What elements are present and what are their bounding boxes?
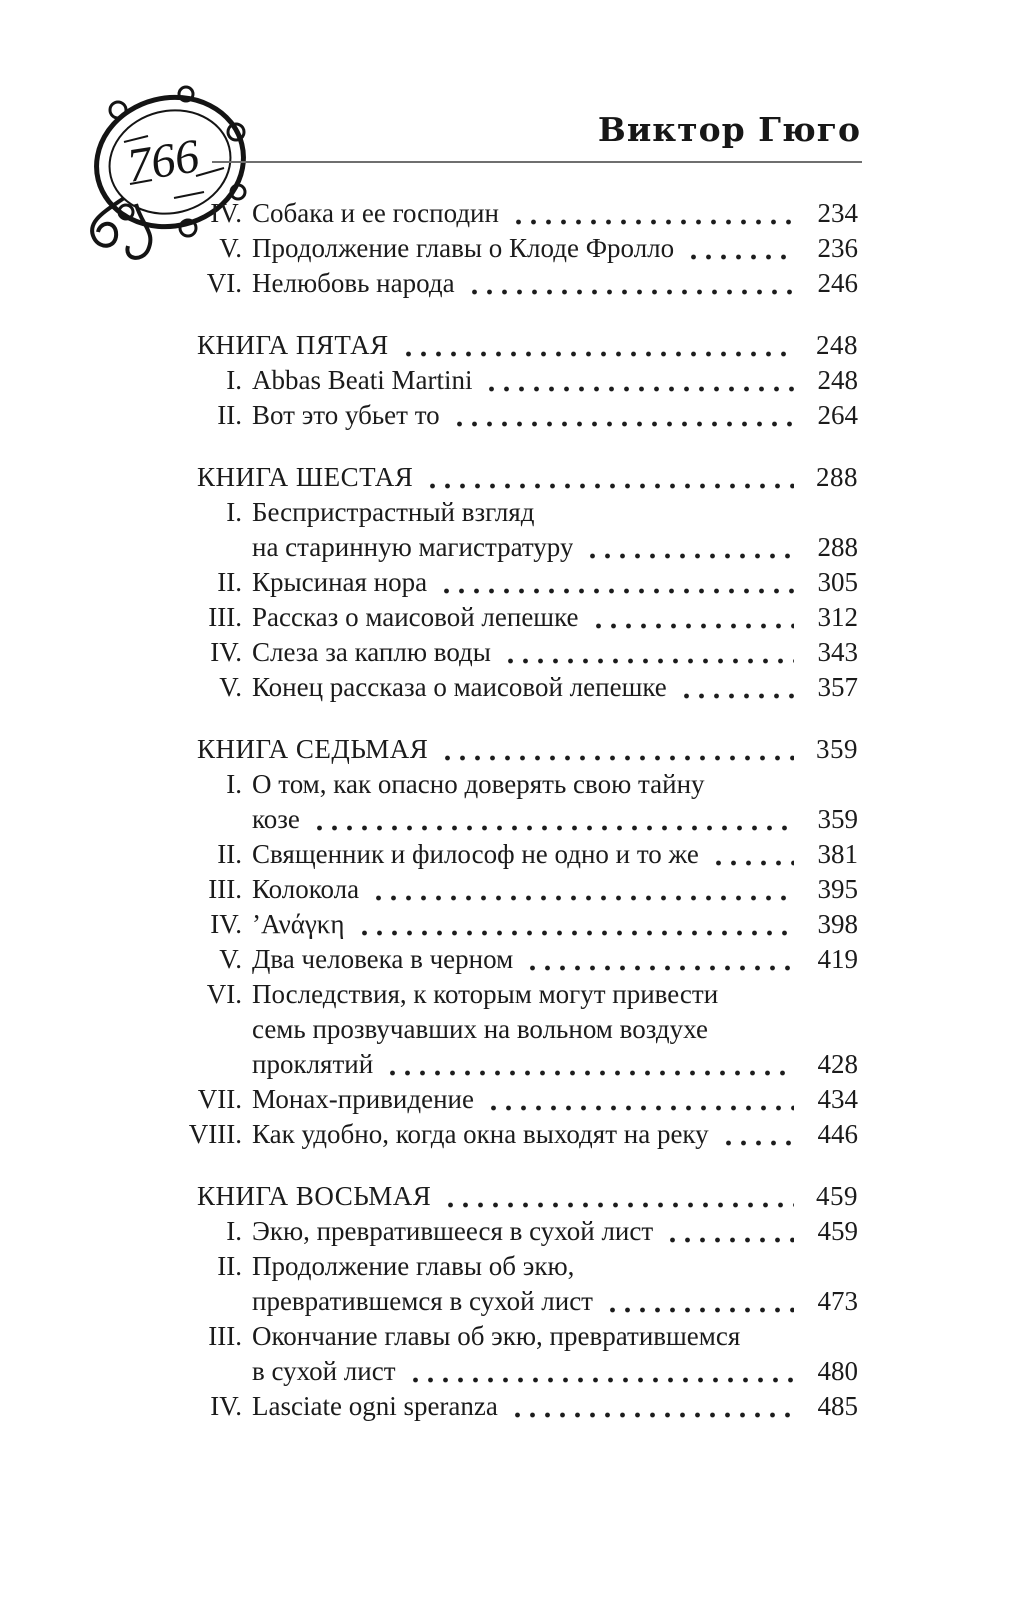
page-number: 357 <box>817 672 858 702</box>
page-number: 305 <box>817 567 858 597</box>
toc-book-entry <box>180 1179 858 1214</box>
dot-leader <box>467 266 794 301</box>
chapter-title-line: Два человека в черном <box>252 944 514 974</box>
toc-line <box>180 530 858 565</box>
toc-chapter-entry <box>180 231 858 266</box>
chapter-title-line: Lasciate ogni speranza <box>252 1391 498 1421</box>
dot-leader <box>511 196 794 231</box>
dot-leader <box>484 363 794 398</box>
toc-line <box>180 1117 858 1152</box>
dot-leader <box>440 732 794 767</box>
toc-chapter-entry <box>180 1389 858 1424</box>
toc-book-entry <box>180 460 858 495</box>
toc-chapter-entry <box>180 1249 858 1319</box>
page-number: 473 <box>817 1286 858 1316</box>
chapter-numeral: V. <box>219 672 242 702</box>
dot-leader <box>679 670 794 705</box>
header-rule <box>212 161 862 163</box>
toc-book-entry <box>180 732 858 767</box>
dot-leader <box>371 872 794 907</box>
book-heading: КНИГА ПЯТАЯ <box>197 330 389 360</box>
toc-line <box>180 266 858 301</box>
chapter-title-line: ’Ανάγκη <box>252 909 345 939</box>
toc-line <box>180 1354 858 1389</box>
dot-leader <box>591 600 794 635</box>
toc-chapter-entry <box>180 635 858 670</box>
chapter-numeral: VIII. <box>188 1119 242 1149</box>
page-number: 248 <box>816 330 858 360</box>
chapter-title-line: на старинную магистратуру <box>252 532 574 562</box>
toc-chapter-entry <box>180 1117 858 1152</box>
toc-chapter-entry <box>180 872 858 907</box>
page-number: 246 <box>817 268 858 298</box>
chapter-title-line: Окончание главы об экю, превратившемся <box>252 1321 741 1351</box>
toc-chapter-entry <box>180 942 858 977</box>
dot-leader <box>408 1354 794 1389</box>
chapter-title-line: Священник и философ не одно и то же <box>252 839 699 869</box>
toc-chapter-entry <box>180 907 858 942</box>
chapter-title-line: Продолжение главы о Клоде Фролло <box>252 233 675 263</box>
page-number: 459 <box>816 1181 858 1211</box>
toc-line <box>180 1047 858 1082</box>
chapter-title-line: Конец рассказа о маисовой лепешке <box>252 672 667 702</box>
page-number: 459 <box>817 1216 858 1246</box>
chapter-numeral: IV. <box>210 1391 242 1421</box>
toc-line <box>180 600 858 635</box>
chapter-numeral: III. <box>208 602 242 632</box>
toc-chapter-entry <box>180 837 858 872</box>
chapter-title-line: проклятий <box>252 1049 374 1079</box>
chapter-title-line: Колокола <box>252 874 360 904</box>
chapter-title-line: семь прозвучавших на вольном воздухе <box>252 1014 708 1044</box>
chapter-numeral: II. <box>217 1251 242 1281</box>
chapter-title-line: Собака и ее господин <box>252 198 499 228</box>
toc-line <box>180 942 858 977</box>
chapter-title-line: Вот это убьет то <box>252 400 440 430</box>
chapter-title-line: Монах-привидение <box>252 1084 474 1114</box>
chapter-numeral: II. <box>217 839 242 869</box>
dot-leader <box>721 1117 794 1152</box>
page-number: 434 <box>817 1084 858 1114</box>
chapter-title-line: Последствия, к которым могут привести <box>252 979 719 1009</box>
toc-line <box>180 977 858 1012</box>
chapter-title-line: Продолжение главы об экю, <box>252 1251 575 1281</box>
page-number: 264 <box>817 400 858 430</box>
chapter-title-line: Экю, превратившееся в сухой лист <box>252 1216 654 1246</box>
chapter-numeral: II. <box>217 567 242 597</box>
toc-line <box>180 1179 858 1214</box>
dot-leader <box>452 398 794 433</box>
toc-line <box>180 460 858 495</box>
dot-leader <box>357 907 795 942</box>
toc-line <box>180 196 858 231</box>
toc <box>180 196 858 1424</box>
page-number: 480 <box>817 1356 858 1386</box>
toc-line <box>180 635 858 670</box>
toc-line <box>180 872 858 907</box>
toc-chapter-entry <box>180 266 858 301</box>
toc-line <box>180 1082 858 1117</box>
toc-line <box>180 732 858 767</box>
dot-leader <box>503 635 794 670</box>
toc-line <box>180 1012 858 1047</box>
chapter-numeral: IV. <box>210 637 242 667</box>
page-number: 381 <box>817 839 858 869</box>
chapter-numeral: VII. <box>197 1084 242 1114</box>
toc-chapter-entry <box>180 600 858 635</box>
page-number: 343 <box>817 637 858 667</box>
toc-chapter-entry <box>180 398 858 433</box>
page-number: 359 <box>816 734 858 764</box>
dot-leader <box>605 1284 794 1319</box>
page-number: 288 <box>817 532 858 562</box>
folio-number: 766 <box>123 129 203 193</box>
chapter-numeral: I. <box>226 1216 242 1246</box>
toc-chapter-entry <box>180 196 858 231</box>
toc-line <box>180 837 858 872</box>
chapter-numeral: VI. <box>206 268 242 298</box>
chapter-numeral: I. <box>226 365 242 395</box>
chapter-numeral: III. <box>208 874 242 904</box>
dot-leader <box>711 837 794 872</box>
chapter-numeral: V. <box>219 233 242 263</box>
chapter-numeral: I. <box>226 497 242 527</box>
page-number: 359 <box>817 804 858 834</box>
chapter-numeral: V. <box>219 944 242 974</box>
chapter-title-line: Нелюбовь народа <box>252 268 455 298</box>
toc-chapter-entry <box>180 767 858 837</box>
dot-leader <box>312 802 794 837</box>
toc-line <box>180 1389 858 1424</box>
chapter-title-line: козе <box>252 804 300 834</box>
page-number: 288 <box>816 462 858 492</box>
toc-line <box>180 907 858 942</box>
page-number: 248 <box>817 365 858 395</box>
toc-line <box>180 1319 858 1354</box>
toc-chapter-entry <box>180 495 858 565</box>
dot-leader <box>401 328 794 363</box>
chapter-numeral: VI. <box>206 979 242 1009</box>
chapter-title-line: Беспристрастный взгляд <box>252 497 535 527</box>
page-number: 395 <box>817 874 858 904</box>
toc-chapter-entry <box>180 1319 858 1389</box>
toc-chapter-entry <box>180 1214 858 1249</box>
toc-book-entry <box>180 328 858 363</box>
page-number: 398 <box>817 909 858 939</box>
dot-leader <box>525 942 794 977</box>
toc-line <box>180 1214 858 1249</box>
chapter-title-line: Рассказ о маисовой лепешке <box>252 602 579 632</box>
toc-chapter-entry <box>180 363 858 398</box>
page-number: 446 <box>817 1119 858 1149</box>
dot-leader <box>665 1214 794 1249</box>
page-number: 419 <box>817 944 858 974</box>
chapter-title-line: превратившемся в сухой лист <box>252 1286 593 1316</box>
dot-leader <box>425 460 794 495</box>
toc-line <box>180 670 858 705</box>
toc-line <box>180 565 858 600</box>
toc-line <box>180 231 858 266</box>
chapter-title-line: Крысиная нора <box>252 567 428 597</box>
dot-leader <box>686 231 794 266</box>
toc-line <box>180 1249 858 1284</box>
book-heading: КНИГА ШЕСТАЯ <box>197 462 414 492</box>
dot-leader <box>385 1047 794 1082</box>
toc-line <box>180 767 858 802</box>
page-number: 236 <box>817 233 858 263</box>
dot-leader <box>585 530 794 565</box>
chapter-numeral: IV. <box>210 909 242 939</box>
chapter-numeral: IV. <box>210 198 242 228</box>
page-number: 428 <box>817 1049 858 1079</box>
toc-chapter-entry <box>180 670 858 705</box>
dot-leader <box>486 1082 794 1117</box>
book-heading: КНИГА ВОСЬМАЯ <box>197 1181 432 1211</box>
toc-line <box>180 802 858 837</box>
page-number: 312 <box>817 602 858 632</box>
chapter-title-line: Как удобно, когда окна выходят на реку <box>252 1119 709 1149</box>
chapter-title-line: Слеза за каплю воды <box>252 637 491 667</box>
page-number: 485 <box>817 1391 858 1421</box>
toc-chapter-entry <box>180 565 858 600</box>
chapter-title-line: в сухой лист <box>252 1356 396 1386</box>
page-number: 234 <box>817 198 858 228</box>
toc-chapter-entry <box>180 1082 858 1117</box>
chapter-numeral: I. <box>226 769 242 799</box>
toc-line <box>180 328 858 363</box>
toc-line <box>180 398 858 433</box>
chapter-numeral: III. <box>208 1321 242 1351</box>
book-heading: КНИГА СЕДЬМАЯ <box>197 734 429 764</box>
dot-leader <box>439 565 794 600</box>
chapter-title-line: О том, как опасно доверять свою тайну <box>252 769 705 799</box>
toc-line <box>180 495 858 530</box>
running-head-author: Виктор Гюго <box>597 110 861 149</box>
toc-line <box>180 1284 858 1319</box>
chapter-title-line: Abbas Beati Martini <box>252 365 473 395</box>
chapter-numeral: II. <box>217 400 242 430</box>
dot-leader <box>443 1179 794 1214</box>
dot-leader <box>510 1389 794 1424</box>
toc-line <box>180 363 858 398</box>
toc-chapter-entry <box>180 977 858 1082</box>
